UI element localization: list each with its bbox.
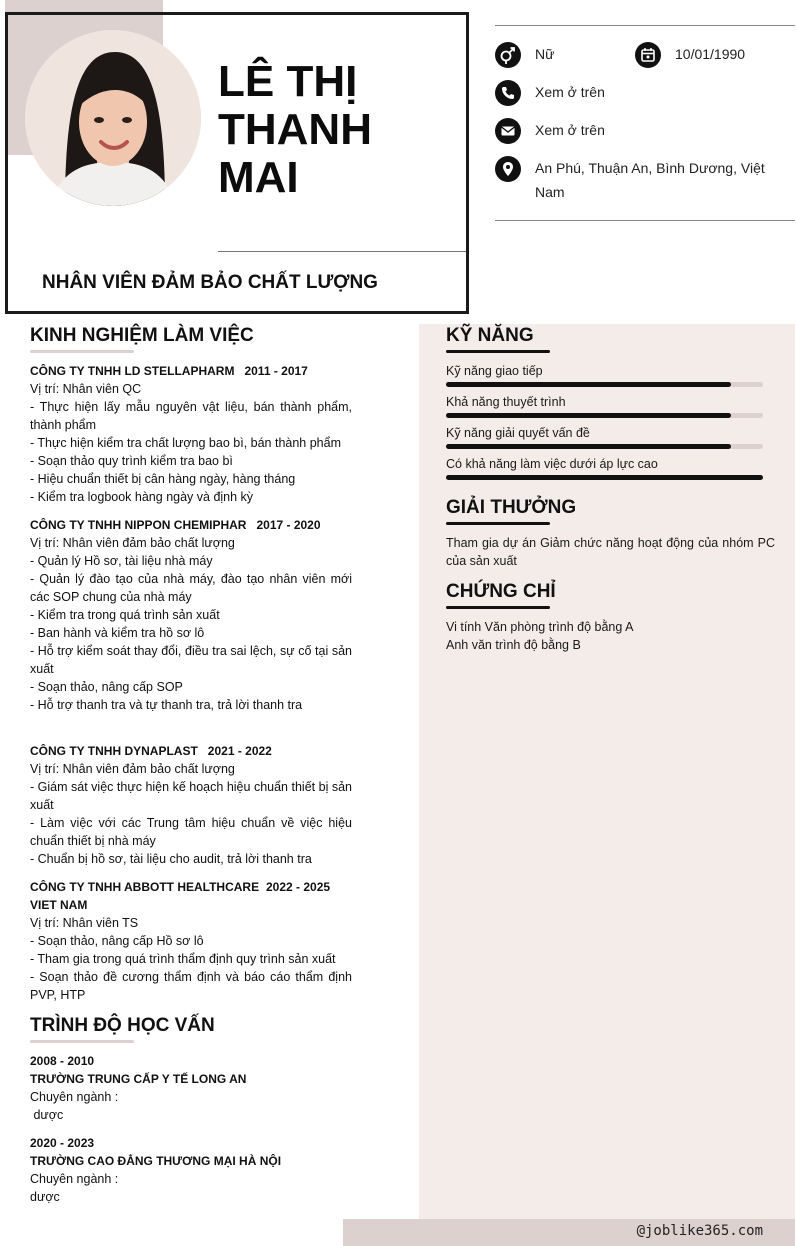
job-period: 2022 - 2025 — [266, 880, 331, 894]
job-line: - Hiệu chuẩn thiết bị cân hàng ngày, hàng tháng — [30, 472, 296, 486]
education-underline — [30, 1040, 134, 1043]
skill-name: Có khả năng làm việc dưới áp lực cao — [446, 457, 658, 471]
contact-email — [495, 118, 605, 144]
education-years: 2008 - 2010 — [30, 1054, 95, 1068]
education-school: TRƯỜNG TRUNG CẤP Y TẾ LONG AN — [30, 1072, 247, 1086]
education-item — [30, 1134, 352, 1206]
job-line: Vị trí: Nhân viên TS — [30, 916, 139, 930]
skill-item — [446, 424, 763, 449]
gender-value: Nữ — [535, 46, 555, 62]
job-line: - Làm việc với các Trung tâm hiệu chuẩn về việc hiệu chuẩn thiết bị nhà máy — [30, 816, 352, 848]
skill-item — [446, 393, 763, 418]
education-major: dược — [30, 1190, 60, 1204]
skill-bar-fill — [446, 413, 731, 418]
job-company: CÔNG TY TNHH DYNAPLAST — [30, 744, 198, 758]
job-period: 2017 - 2020 — [256, 518, 321, 532]
skills-title: KỸ NĂNG — [446, 325, 534, 346]
address-value: An Phú, Thuận An, Bình Dương, Việt Nam — [535, 160, 765, 200]
skills-underline — [446, 350, 550, 353]
contact-address — [495, 156, 785, 204]
candidate-name — [218, 58, 458, 202]
contact-phone — [495, 80, 605, 106]
education-years: 2020 - 2023 — [30, 1136, 95, 1150]
certificate-item: Vi tính Văn phòng trình độ bằng A — [446, 620, 634, 634]
experience-underline — [30, 350, 134, 353]
job-line: - Kiểm tra logbook hàng ngày và định kỳ — [30, 490, 254, 504]
job-abbott — [30, 878, 352, 1004]
job-stellapharm — [30, 362, 352, 506]
certificates-underline — [446, 606, 550, 609]
job-line: - Hỗ trợ kiểm soát thay đổi, điều tra sai lệch, sự cố tại sản xuất — [30, 644, 352, 676]
name-line-2: THANH — [218, 105, 372, 154]
awards-title: GIẢI THƯỞNG — [446, 497, 577, 518]
skill-bar-track — [446, 475, 763, 480]
experience-title: KINH NGHIỆM LÀM VIỆC — [30, 325, 254, 346]
awards-underline — [446, 522, 550, 525]
email-value: Xem ở trên — [535, 122, 605, 138]
job-period: 2021 - 2022 — [207, 744, 272, 758]
footer-handle: @joblike365.com — [636, 1223, 763, 1239]
job-title: NHÂN VIÊN ĐẢM BẢO CHẤT LƯỢNG — [42, 272, 378, 293]
job-line: - Chuẩn bị hồ sơ, tài liệu cho audit, trả lời thanh tra — [30, 852, 312, 866]
job-line: - Tham gia trong quá trình thẩm định quy trình sản xuất — [30, 952, 336, 966]
email-icon — [495, 118, 521, 144]
job-line: Vị trí: Nhân viên QC — [30, 382, 142, 396]
phone-value: Xem ở trên — [535, 84, 605, 100]
job-line: - Giám sát việc thực hiện kế hoạch hiệu chuẩn thiết bị sản xuất — [30, 780, 352, 812]
education-major: dược — [30, 1108, 64, 1122]
education-major-label: Chuyên ngành : — [30, 1090, 119, 1104]
birthday-value: 10/01/1990 — [675, 46, 746, 62]
skill-item — [446, 455, 763, 480]
job-period: 2011 - 2017 — [244, 364, 308, 378]
job-line: - Soạn thảo, nâng cấp SOP — [30, 680, 183, 694]
education-major-label: Chuyên ngành : — [30, 1172, 119, 1186]
contact-birthday — [635, 42, 745, 68]
education-item — [30, 1052, 352, 1124]
contact-bottom-divider — [495, 220, 795, 221]
job-line: - Soạn thảo đề cương thẩm định và báo cáo thẩm định PVP, HTP — [30, 970, 352, 1002]
skill-bar-fill — [446, 444, 731, 449]
skill-bar-track — [446, 413, 763, 418]
job-line: - Thực hiện lấy mẫu nguyên vật liệu, bán thành phẩm, thành phẩm — [30, 400, 352, 432]
job-line: - Hỗ trợ thanh tra và tự thanh tra, trả lời thanh tra — [30, 698, 303, 712]
skill-name: Kỹ năng giải quyết vấn đề — [446, 426, 590, 440]
job-company: CÔNG TY TNHH ABBOTT HEALTHCARE VIET NAM — [30, 880, 260, 912]
calendar-icon — [635, 42, 661, 68]
job-line: - Kiểm tra trong quá trình sản xuất — [30, 608, 220, 622]
name-line-1: LÊ THỊ — [218, 57, 358, 106]
job-line: - Ban hành và kiểm tra hồ sơ lô — [30, 626, 205, 640]
skill-name: Kỹ năng giao tiếp — [446, 364, 543, 378]
job-line: Vị trí: Nhân viên đảm bảo chất lượng — [30, 762, 235, 776]
footer-bar — [343, 1219, 795, 1246]
education-school: TRƯỜNG CAO ĐẲNG THƯƠNG MẠI HÀ NỘI — [30, 1154, 282, 1168]
job-line: - Thực hiện kiểm tra chất lượng bao bì, bán thành phẩm — [30, 436, 341, 450]
job-company: CÔNG TY TNHH NIPPON CHEMIPHAR — [30, 518, 247, 532]
job-line: - Quản lý đào tạo của nhà máy, đào tạo nhân viên mới các SOP chung của nhà máy — [30, 572, 352, 604]
job-company: CÔNG TY TNHH LD STELLAPHARM — [30, 364, 235, 378]
job-line: - Soạn thảo, nâng cấp Hồ sơ lô — [30, 934, 204, 948]
certificate-item: Anh văn trình độ bằng B — [446, 638, 581, 652]
gender-icon — [495, 42, 521, 68]
skill-bar-fill — [446, 475, 763, 480]
job-line: - Quản lý Hồ sơ, tài liệu nhà máy — [30, 554, 213, 568]
job-line: - Soạn thảo quy trình kiểm tra bao bì — [30, 454, 233, 468]
awards-text: Tham gia dự án Giảm chức năng hoạt động của nhóm PC của sản xuất — [446, 536, 775, 568]
skill-item — [446, 362, 763, 387]
location-icon — [495, 156, 521, 182]
contact-top-divider — [495, 25, 795, 26]
certificates-list — [446, 618, 775, 654]
education-title: TRÌNH ĐỘ HỌC VẤN — [30, 1015, 215, 1036]
contact-gender — [495, 42, 554, 68]
skill-bar-track — [446, 382, 763, 387]
name-line-3: MAI — [218, 153, 299, 202]
job-nippon-chemiphar — [30, 516, 352, 714]
profile-photo — [25, 30, 201, 206]
phone-icon — [495, 80, 521, 106]
header-divider — [218, 251, 466, 252]
skill-name: Khả năng thuyết trình — [446, 395, 566, 409]
job-line: Vị trí: Nhân viên đảm bảo chất lượng — [30, 536, 235, 550]
skill-bar-track — [446, 444, 763, 449]
skill-bar-fill — [446, 382, 731, 387]
certificates-title: CHỨNG CHỈ — [446, 581, 556, 602]
job-dynaplast — [30, 742, 352, 868]
